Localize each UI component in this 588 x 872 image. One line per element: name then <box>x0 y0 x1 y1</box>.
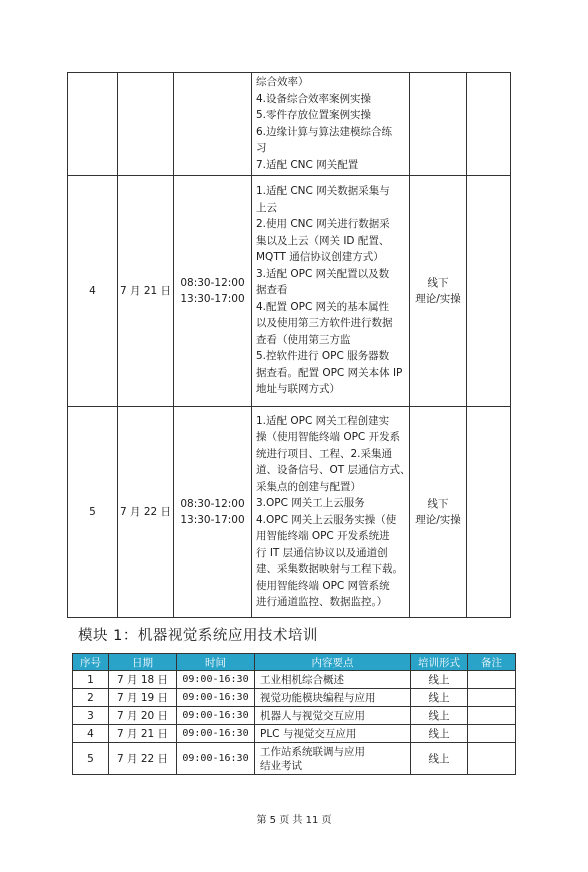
content-line: 7.适配 CNC 网关配置 <box>256 158 359 171</box>
training-form: 线上 <box>411 689 468 707</box>
type-line: 线下 <box>427 276 449 289</box>
content-line: 3.OPC 网关工上云服务 <box>256 497 365 509</box>
training-row <box>73 707 516 725</box>
training-content <box>255 743 411 775</box>
content-line: 1.适配 CNC 网关数据采集与 <box>256 185 390 198</box>
content-line: 行 IT 层通信协议以及通道创 <box>256 546 388 559</box>
content-line: 地址与联网方式） <box>256 383 340 396</box>
header-form: 培训形式 <box>411 654 468 671</box>
content-line: 1.适配 OPC 网关工程创建实 <box>256 414 390 427</box>
type-line: 线下 <box>427 497 449 510</box>
training-row <box>73 689 516 707</box>
session-content <box>252 73 410 176</box>
content-line: 进行通道监控、数据监控。） <box>256 596 388 608</box>
type-line: 理论/实操 <box>415 293 461 305</box>
time-line: 08:30-12:00 <box>180 497 245 510</box>
training-row <box>73 725 516 743</box>
training-content <box>255 707 411 725</box>
content-line: 4.设备综合效率案例实操 <box>256 92 372 105</box>
time-line: 08:30-12:00 <box>180 276 245 289</box>
content-line: 4.配置 OPC 网关的基本属性 <box>256 300 390 313</box>
session-number: 4 <box>68 176 118 407</box>
training-content <box>255 725 411 743</box>
training-note <box>468 707 516 725</box>
content-line: 据查看 <box>256 284 288 297</box>
content-line: 以及使用第三方软件进行数据 <box>256 317 393 330</box>
training-content-line: 机器人与视觉交互应用 <box>260 709 365 722</box>
training-date: 7 月 20 日 <box>109 707 177 725</box>
training-note <box>468 671 516 689</box>
training-time: 09:00-16:30 <box>177 689 255 707</box>
session-content <box>252 176 410 407</box>
time-line: 13:30-17:00 <box>180 293 245 305</box>
session-date <box>118 73 174 176</box>
content-line: 5.零件存放位置案例实操 <box>256 109 372 121</box>
header-content: 内容要点 <box>255 654 411 671</box>
session-content <box>252 407 410 618</box>
schedule-table <box>67 72 511 618</box>
content-line: 3.适配 OPC 网关配置以及数 <box>256 267 390 280</box>
training-content-line: PLC 与视觉交互应用 <box>260 727 357 740</box>
session-note <box>467 407 511 618</box>
content-line: 2.使用 CNC 网关进行数据采 <box>256 218 390 231</box>
content-line: 习 <box>256 142 267 154</box>
session-number: 5 <box>68 407 118 618</box>
training-note <box>468 743 516 775</box>
content-line: 道、设备信号、OT 层通信方式、 <box>256 464 411 476</box>
session-type <box>410 407 467 618</box>
session-date: 7 月 22 日 <box>118 407 174 618</box>
content-line: MQTT 通信协议创建方式） <box>256 251 384 264</box>
content-line: 采集点的创建与配置） <box>256 480 361 493</box>
training-content-line: 工作站系统联调与应用 <box>260 745 365 758</box>
content-line: 5.控软件进行 OPC 服务器数 <box>256 350 390 363</box>
session-note <box>467 73 511 176</box>
session-note <box>467 176 511 407</box>
training-header-row <box>73 654 516 671</box>
content-line: 据查看。配置 OPC 网关本体 IP <box>256 366 403 379</box>
session-type <box>410 73 467 176</box>
training-content-line: 结业考试 <box>260 759 302 772</box>
content-line: 6.边缘计算与算法建模综合练 <box>256 125 393 138</box>
page-footer: 第 5 页 共 11 页 <box>256 815 332 826</box>
content-line: 操（使用智能终端 OPC 开发系 <box>256 431 401 443</box>
training-seq: 4 <box>73 725 109 743</box>
training-date: 7 月 21 日 <box>109 725 177 743</box>
training-content <box>255 689 411 707</box>
session-number <box>68 73 118 176</box>
training-seq: 3 <box>73 707 109 725</box>
training-seq: 5 <box>73 743 109 775</box>
time-line: 13:30-17:00 <box>180 514 245 526</box>
training-date: 7 月 22 日 <box>109 743 177 775</box>
session-date: 7 月 21 日 <box>118 176 174 407</box>
header-date: 日期 <box>109 654 177 671</box>
training-note <box>468 689 516 707</box>
header-time: 时间 <box>177 654 255 671</box>
training-content <box>255 671 411 689</box>
training-form: 线上 <box>411 725 468 743</box>
header-note: 备注 <box>468 654 516 671</box>
content-line: 统进行项目、工程、2.采集通 <box>256 447 393 460</box>
session-type <box>410 176 467 407</box>
type-line: 理论/实操 <box>415 514 461 526</box>
training-date: 7 月 19 日 <box>109 689 177 707</box>
training-row <box>73 743 516 775</box>
training-time: 09:00-16:30 <box>177 707 255 725</box>
training-form: 线上 <box>411 671 468 689</box>
training-time: 09:00-16:30 <box>177 671 255 689</box>
module-title: 模块 1：机器视觉系统应用技术培训 <box>78 628 318 644</box>
schedule-row <box>68 176 511 407</box>
schedule-row <box>68 73 511 176</box>
training-time: 09:00-16:30 <box>177 743 255 775</box>
content-line: 查看（使用第三方监 <box>256 333 351 346</box>
content-line: 使用智能终端 OPC 网管系统 <box>256 579 390 592</box>
content-line: 上云 <box>256 201 277 214</box>
training-form: 线上 <box>411 743 468 775</box>
content-line: 用智能终端 OPC 开发系统进 <box>256 530 390 542</box>
training-row <box>73 671 516 689</box>
training-content-line: 视觉功能模块编程与应用 <box>260 691 376 704</box>
content-line: 4.OPC 网关上云服务实操（使 <box>256 513 397 526</box>
training-date: 7 月 18 日 <box>109 671 177 689</box>
training-note <box>468 725 516 743</box>
session-time <box>174 73 252 176</box>
session-time <box>174 407 252 618</box>
training-seq: 2 <box>73 689 109 707</box>
schedule-row <box>68 407 511 618</box>
content-line: 集以及上云（网关 ID 配置、 <box>256 234 390 247</box>
training-content-line: 工业相机综合概述 <box>260 673 344 686</box>
training-table <box>72 653 516 775</box>
training-time: 09:00-16:30 <box>177 725 255 743</box>
training-seq: 1 <box>73 671 109 689</box>
content-line: 建、采集数据映射与工程下载。 <box>256 563 403 575</box>
content-line: 综合效率） <box>256 76 309 88</box>
training-form: 线上 <box>411 707 468 725</box>
header-seq: 序号 <box>73 654 109 671</box>
session-time <box>174 176 252 407</box>
